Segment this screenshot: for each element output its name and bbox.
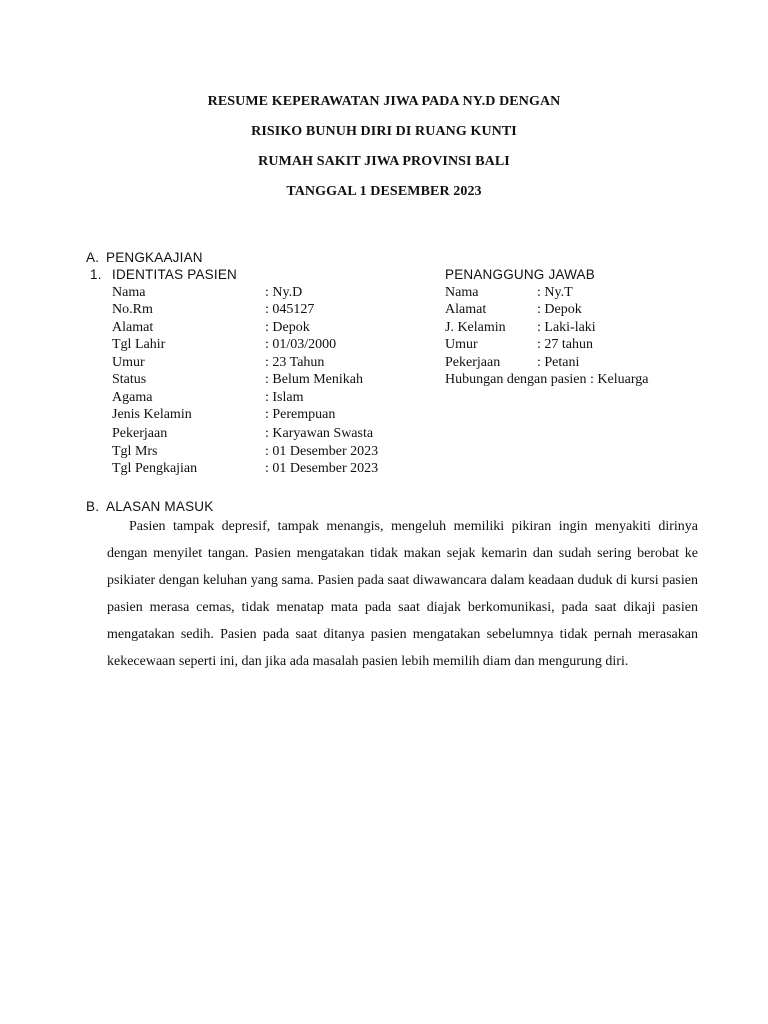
identitas-label-tgl-lahir: Tgl Lahir [112,337,166,352]
identitas-label-agama: Agama [112,390,153,405]
identitas-value-alamat: : Depok [265,320,310,335]
title-line-4: TANGGAL 1 DESEMBER 2023 [286,184,482,199]
identitas-label-umur: Umur [112,355,145,370]
title-line-2: RISIKO BUNUH DIRI DI RUANG KUNTI [251,124,517,139]
alasan-masuk-paragraph: Pasien tampak depresif, tampak menangis, mengeluh memiliki pikiran ingin menyakiti dirinya dengan menyilet tangan. Pasien mengatakan tidak makan sejak kemarin dan sudah sering berobat ke psikiater dengan keluhan yang sama. Pasien pada saat diwawancara dalam keadaan duduk di kursi pasien pasien merasa cemas, tidak menatap mata pada saat diajak berkomunikasi, pada saat dikaji pasien mengatakan sedih. Pasien pada saat ditanya pasien mengatakan sebelumnya tidak pernah merasakan kekecewaan seperti ini, dan jika ada masalah pasien lebih memilih diam dan mengurung diri. [107,519,698,669]
identitas-label-tgl-mrs: Tgl Mrs [112,444,158,459]
section-a-heading: PENGKAAJIAN [106,250,203,265]
identitas-value-tgl-pengkajian: : 01 Desember 2023 [265,461,379,476]
identitas-value-status: : Belum Menikah [265,372,363,387]
identitas-value-norm: : 045127 [265,302,315,317]
penanggung-label-alamat: Alamat [445,302,487,317]
identitas-label-pekerjaan: Pekerjaan [112,426,168,441]
section-b-marker: B. [86,499,100,514]
identitas-heading: IDENTITAS PASIEN [112,267,237,282]
identitas-value-nama: : Ny.D [265,285,303,300]
penanggung-label-nama: Nama [445,285,479,300]
identitas-label-norm: No.Rm [112,302,153,317]
hubungan-dengan-pasien: Hubungan dengan pasien : Keluarga [445,372,649,387]
identitas-value-jenis-kelamin: : Perempuan [265,407,336,422]
penanggung-value-nama: : Ny.T [537,285,573,300]
identitas-label-tgl-pengkajian: Tgl Pengkajian [112,461,198,476]
identitas-label-jenis-kelamin: Jenis Kelamin [112,407,192,422]
penanggung-label-umur: Umur [445,337,478,352]
title-line-1: RESUME KEPERAWATAN JIWA PADA NY.D DENGAN [207,94,561,109]
identitas-label-status: Status [112,372,147,387]
identitas-value-pekerjaan: : Karyawan Swasta [265,426,374,441]
identitas-value-agama: : Islam [265,390,304,405]
penanggung-label-jkelamin: J. Kelamin [445,320,506,335]
identitas-value-tgl-lahir: : 01/03/2000 [265,337,337,352]
penanggung-heading: PENANGGUNG JAWAB [445,267,595,282]
penanggung-value-pekerjaan: : Petani [537,355,580,370]
identitas-value-tgl-mrs: : 01 Desember 2023 [265,444,379,459]
identitas-label-nama: Nama [112,285,146,300]
section-b-heading: ALASAN MASUK [106,499,214,514]
penanggung-label-pekerjaan: Pekerjaan [445,355,501,370]
identitas-label-alamat: Alamat [112,320,154,335]
penanggung-value-jkelamin: : Laki-laki [537,320,596,335]
item-number: 1. [90,267,102,282]
identitas-value-umur: : 23 Tahun [265,355,325,370]
penanggung-value-alamat: : Depok [537,302,582,317]
title-line-3: RUMAH SAKIT JIWA PROVINSI BALI [258,154,510,169]
penanggung-value-umur: : 27 tahun [537,337,593,352]
section-a-marker: A. [86,250,100,265]
